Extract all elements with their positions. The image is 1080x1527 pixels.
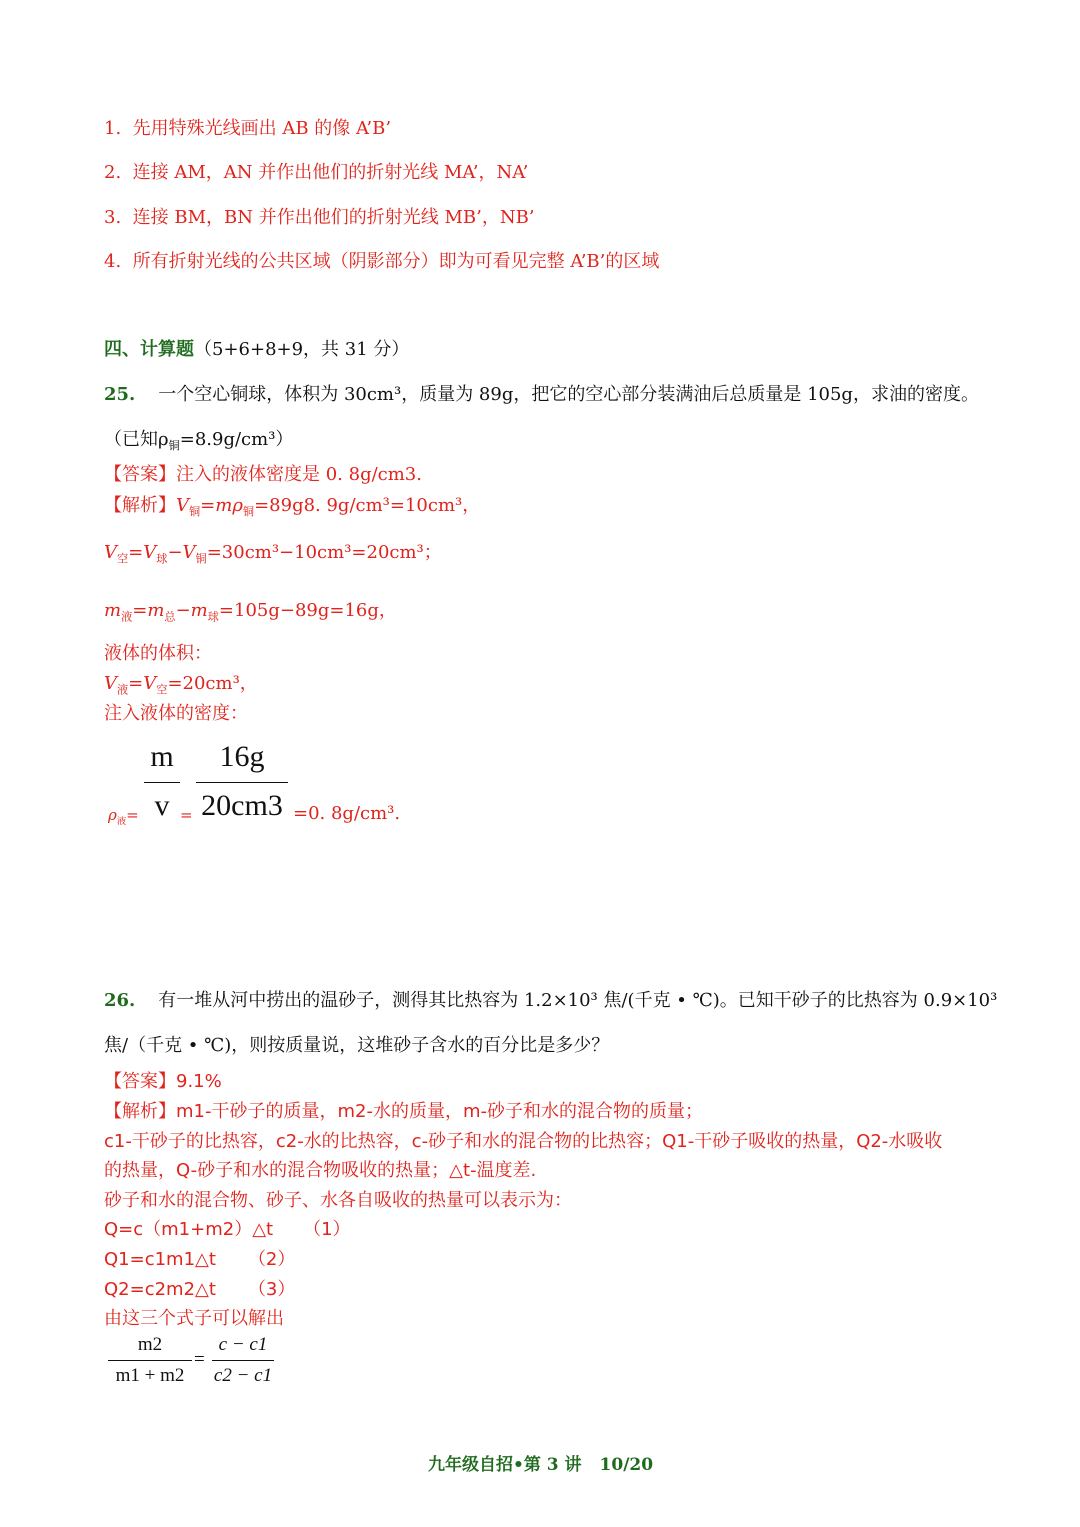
final-fraction-left	[108, 1334, 192, 1387]
q25-analysis-line-4: $V_液=V_空=20cm^3$，	[104, 673, 258, 697]
q26-analysis-1: 【解析】m1-干砂子的质量，m2-水的质量，m-砂子和水的混合物的质量；	[104, 1101, 703, 1122]
step-1: 1. 先用特殊光线画出 AB 的像 A’B’	[104, 118, 392, 139]
footer	[428, 1450, 653, 1475]
q25-density-label: 注入液体的密度：	[104, 703, 248, 724]
question-26: 26. 有一堆从河中捞出的温砂子，测得其比热容为 1.2×10³ 焦/(千克 • ℃)。已知干砂子的比热容为 0.9×10³	[104, 990, 998, 1011]
q26-analysis-4: 砂子和水的混合物、砂子、水各自吸收的热量可以表示为：	[104, 1190, 572, 1211]
fraction-denominator: m1 + m2	[115, 1365, 185, 1386]
q26-equation-3: Q2=c2m2△t （3）	[104, 1279, 296, 1300]
q26-equation-1: Q=c（m1+m2）△t （1）	[104, 1219, 351, 1240]
q25-analysis-line-1: 【解析】$V_铜=m\rho_铜=89g8$. 9g/cm³=10cm³，	[104, 495, 481, 519]
fraction-denominator: c2 − c1	[213, 1365, 273, 1386]
step-3: 3. 连接 BM，BN 并作出他们的折射光线 MB’，NB’	[104, 207, 535, 228]
fraction-numerator: c − c1	[218, 1334, 268, 1355]
step-2: 2. 连接 AM，AN 并作出他们的折射光线 MA’，NA’	[104, 162, 529, 183]
q25-volume-label: 液体的体积：	[104, 643, 212, 664]
q26-equation-2: Q1=c1m1△t （2）	[104, 1249, 296, 1270]
final-fraction-right	[212, 1334, 274, 1387]
fraction-16g-over-20cm3	[196, 740, 288, 823]
fraction-numerator: 16g	[219, 740, 265, 773]
fraction-bar	[108, 1360, 192, 1361]
page-number: 10/20	[599, 1455, 654, 1475]
question-26-cont: 焦/（千克 • ℃)，则按质量说，这堆砂子含水的百分比是多少？	[104, 1035, 610, 1056]
q26-analysis-3: 的热量，Q-砂子和水的混合物吸收的热量；△t-温度差.	[104, 1160, 537, 1181]
q26-answer: 【答案】9.1%	[104, 1071, 222, 1092]
q25-analysis-line-3: $m_液=m_总-m_球=105g-89g=16g$，	[104, 600, 397, 624]
formula-rho: $\rho_液=$	[108, 806, 139, 827]
fraction-m-over-v	[144, 740, 180, 823]
q26-analysis-2: c1-干砂子的比热容，c2-水的比热容，c-砂子和水的混合物的比热容；Q1-干砂子吸收的热量，Q2-水吸收	[104, 1131, 943, 1152]
formula-result: =0. 8g/cm³.	[293, 803, 401, 824]
fraction-denominator: v	[154, 789, 170, 822]
step-4: 4. 所有折射光线的公共区域（阴影部分）即为可看见完整 A’B’的区域	[104, 251, 660, 272]
formula-equals: =	[180, 806, 193, 824]
fraction-bar	[212, 1360, 274, 1361]
final-equals: =	[194, 1349, 205, 1370]
fraction-numerator: m2	[137, 1334, 163, 1355]
fraction-bar	[196, 782, 288, 783]
q26-derive: 由这三个式子可以解出	[104, 1308, 284, 1329]
question-25-given: （已知$\rho_铜=8.9g/cm^3$）	[104, 429, 294, 453]
fraction-bar	[144, 782, 180, 783]
q25-answer: 【答案】注入的液体密度是 0. 8g/cm3.	[104, 464, 422, 485]
question-25: 25. 一个空心铜球，体积为 30cm³，质量为 89g，把它的空心部分装满油后总质量是 105g，求油的密度。	[104, 384, 979, 405]
q25-analysis-line-2: $V_空=V_球-V_铜=30cm^3-10cm^3=20cm^3$；	[104, 542, 442, 566]
fraction-numerator: m	[150, 740, 174, 773]
footer-title: 九年级自招•第 3 讲	[428, 1455, 582, 1475]
fraction-denominator: 20cm3	[201, 789, 283, 822]
section-heading: 四、计算题（5+6+8+9，共 31 分）	[104, 339, 410, 360]
